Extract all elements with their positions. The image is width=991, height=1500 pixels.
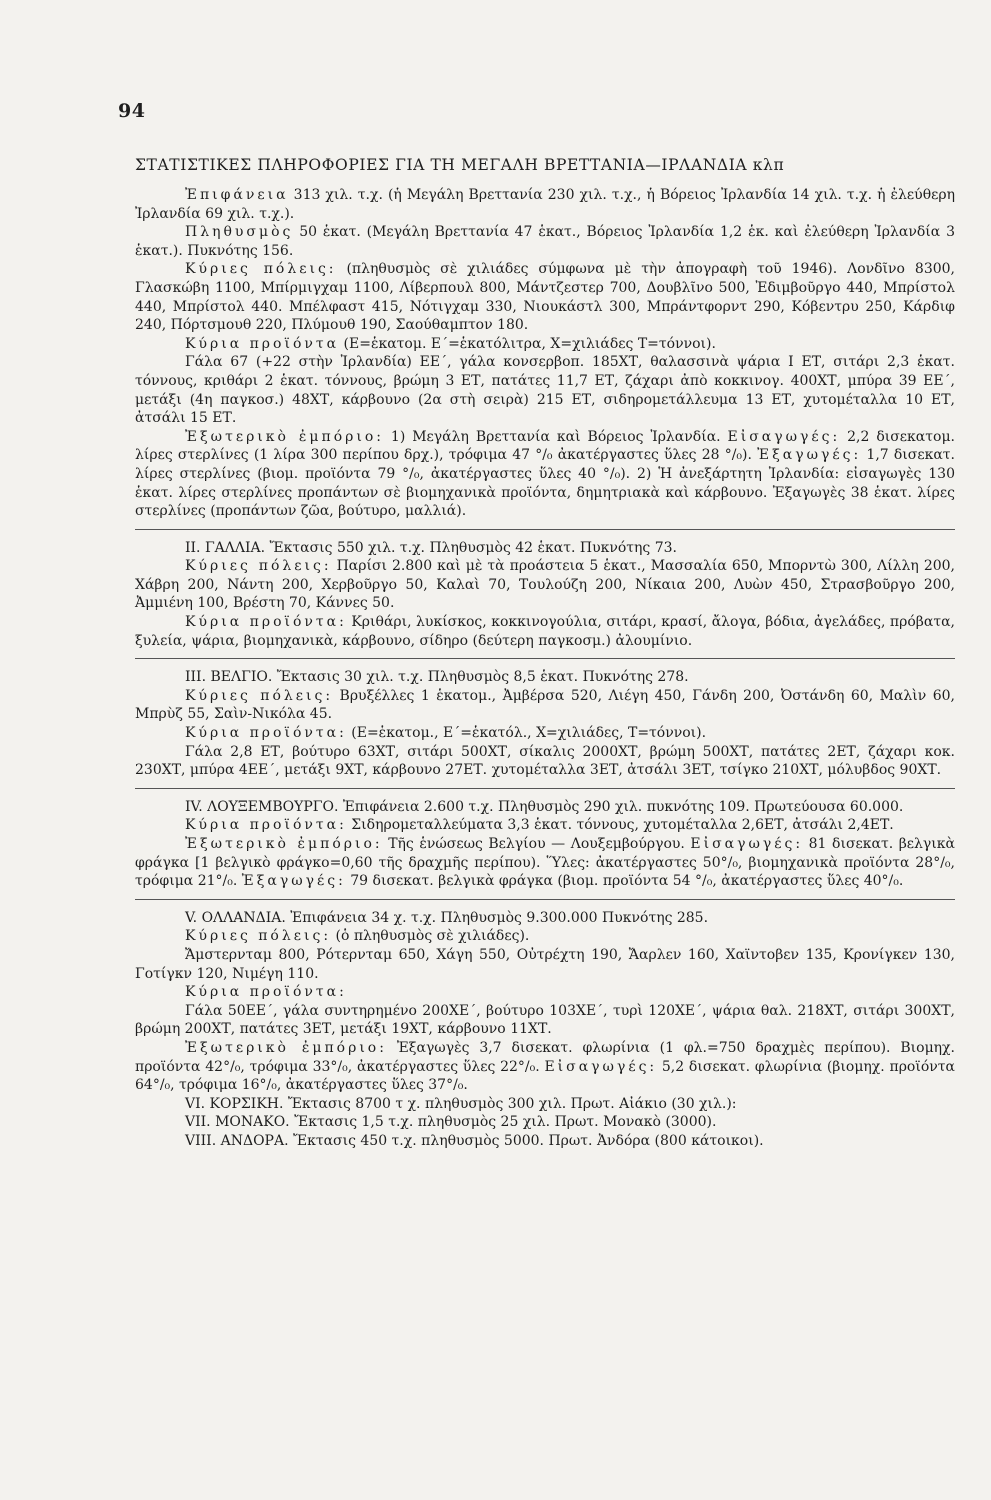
luxembourg-imports-label: Εἰσαγωγές:: [690, 836, 804, 852]
andorra-entry: VIII. ΑΝΔΟΡΑ. Ἔκτασις 450 τ.χ. πληθυσμὸς 5000. Πρωτ. Ἀνδόρα (800 κάτοικοι).: [185, 1132, 764, 1149]
uk-trade-label: Ἐξωτερικὸ ἐμπόριο:: [185, 428, 384, 445]
page-body: [135, 186, 955, 1151]
uk-products: Γάλα 67 (+22 στὴν Ἰρλανδία) ΕΕ΄, γάλα κονσερβοπ. 185ΧΤ, θαλασσινὰ ψάρια Ι ΕΤ, σιτάρι 2,3 ἑκατ. τόννους, κριθάρι 2 ἑκατ. τόννους, βρώμη 3 ΕΤ, πατάτες 11,7 ΕΤ, ζάχαρι ἀπὸ κοκκινογ. 400ΧΤ, μπύρα 39 ΕΕ΄, μετάξι (4η παγκοσ.) 48ΧΤ, κάρβουνο (2α στὴ σειρὰ) 215 ΕΤ, σιδηρομετάλλευμα 13 ΕΤ, χυτομέταλλα 10 ΕΤ, ἀτσάλι 15 ΕΤ.: [135, 354, 955, 427]
netherlands-products: Γάλα 50ΕΕ΄, γάλα συντηρημένο 200ΧΕ΄, βούτυρο 103ΧΕ΄, τυρὶ 120ΧΕ΄, ψάρια θαλ. 218ΧΤ, σιτάρι 300ΧΤ, βρώμη 200ΧΤ, πατάτες 3ΕΤ, μετάξι 19ΧΤ, κάρβουνο 11ΧΤ.: [135, 1002, 955, 1038]
uk-exports-label: Ἐξαγωγές:: [757, 447, 862, 464]
france-cities: [135, 557, 955, 613]
netherlands-imports-label: Εἰσαγωγές:: [544, 1058, 658, 1075]
luxembourg-exports-label: Ἐξαγωγές:: [241, 873, 346, 890]
belgium-cities-label: Κύριες πόλεις:: [185, 687, 334, 704]
uk-products-heading: [135, 335, 955, 354]
netherlands-heading: V. ΟΛΛΑΝΔΙΑ. Ἐπιφάνεια 34 χ. τ.χ. Πληθυσμὸς 9.300.000 Πυκνότης 285.: [185, 909, 709, 926]
uk-products-key: (Ε=ἑκατομ. Ε΄=ἑκατόλιτρα, Χ=χιλιάδες Τ=τόννοι).: [339, 335, 716, 352]
page-number: 94: [118, 100, 146, 122]
section-divider: [135, 899, 955, 900]
section-belgium: [135, 668, 955, 780]
luxembourg-products: [135, 816, 955, 835]
running-head: ΣΤΑΤΙΣΤΙΚΕΣ ΠΛΗΡΟΦΟΡΙΕΣ ΓΙΑ ΤΗ ΜΕΓΑΛΗ ΒΡΕΤΤΑΝΙΑ—ΙΡΛΑΝΔΙΑ κλπ: [135, 156, 785, 174]
luxembourg-heading: IV. ΛΟΥΞΕΜΒΟΥΡΓΟ. Ἐπιφάνεια 2.600 τ.χ. Πληθυσμὸς 290 χιλ. πυκνότης 109. Πρωτεύουσα 60.000.: [185, 798, 904, 815]
uk-imports-text: 2,2 δισεκατομ. λίρες στερλίνες (1 λίρα 300 περίπου δρχ.), τρόφιμα 47 °/₀ ἀκατέργαστες ὕλες 28 °/₀).: [135, 428, 955, 464]
section-divider: [135, 658, 955, 659]
luxembourg-trade-label: Ἐξωτερικὸ ἐμπόριο:: [185, 836, 383, 852]
uk-products-label: Κύρια προϊόντα: [185, 335, 340, 352]
uk-cities-text: (πληθυσμὸς σὲ χιλιάδες σύμφωνα μὲ τὴν ἀπογραφὴ τοῦ 1946). Λονδῖνο 8300, Γλασκώβη 1100, Μπίρμιγχαμ 1100, Λίβερπουλ 800, Μάντζεστερ 700, Δουβλῖνο 500, Ἐδιμβοῦργο 440, Μπρίστολ 440, Μπρίστολ 440. Μπέλφαστ 415, Νότιγχαμ 330, Νιουκάστλ 300, Μπράντφορντ 290, Κόβεντρυ 250, Κάρδιφ 240, Πόρτσμουθ 220, Πλύμουθ 190, Σαούθαμπτον 180.: [135, 261, 955, 334]
uk-area-text: 313 χιλ. τ.χ. (ἡ Μεγάλη Βρεττανία 230 χιλ. τ.χ., ἡ Βόρειος Ἰρλανδία 14 χιλ. τ.χ. ἡ ἐλεύθερη Ἰρλανδία 69 χιλ. τ.χ.).: [135, 187, 955, 222]
france-products-label: Κύρια προϊόντα:: [185, 614, 347, 631]
section-divider: [135, 788, 955, 789]
uk-population: [135, 223, 955, 260]
netherlands-trade: [135, 1039, 955, 1095]
uk-trade: [135, 428, 955, 521]
netherlands-products-label: Κύρια προϊόντα:: [185, 984, 347, 1001]
section-divider: [135, 529, 955, 530]
uk-area: [135, 186, 955, 223]
belgium-products-label: Κύρια προϊόντα:: [185, 725, 347, 742]
uk-imports-label: Εἰσαγωγές:: [727, 428, 841, 445]
netherlands-cities-label: Κύριες πόλεις:: [185, 928, 332, 945]
belgium-products: Γάλα 2,8 ΕΤ, βούτυρο 63ΧΤ, σιτάρι 500ΧΤ, σίκαλις 2000ΧΤ, βρώμη 500ΧΤ, πατάτες 2ΕΤ, ζάχαρι κοκ. 230ΧΤ, μπύρα 4ΕΕ΄, μετάξι 9ΧΤ, κάρβουνο 27ΕΤ. χυτομέταλλα 3ΕΤ, ἀτσάλι 3ΕΤ, τσίγκο 210ΧΤ, μόλυβδος 90ΧΤ.: [135, 743, 955, 779]
france-cities-text: Παρίσι 2.800 καὶ μὲ τὰ προάστεια 5 ἑκατ., Μασσαλία 650, Μπορντὼ 300, Λίλλη 200, Χάβρη 200, Νάντη 200, Χερβοῦργο 50, Καλαὶ 70, Τουλούζη 200, Νίκαια 200, Λυὼν 450, Στρασβοῦργο 200, Ἀμμιένη 100, Βρέστη 70, Κάννες 50.: [135, 558, 955, 612]
france-heading: ΙΙ. ΓΑΛΛΙΑ. Ἔκτασις 550 χιλ. τ.χ. Πληθυσμὸς 42 ἑκατ. Πυκνότης 73.: [185, 539, 677, 556]
netherlands-imports-text: 5,2 δισεκατ. φλωρίνια (βιομηχ. προϊόντα 64°/₀, τρόφιμα 16°/₀, ἀκατέργαστες ὕλες 37°/₀.: [135, 1058, 955, 1094]
belgium-cities: [135, 687, 955, 724]
luxembourg-exports-text: 79 δισεκατ. βελγικὰ φράγκα (βιομ. προϊόντα 54 °/₀, ἀκατέργαστες ὕλες 40°/₀.: [345, 873, 904, 890]
uk-cities: [135, 260, 955, 334]
netherlands-products-heading: [135, 983, 955, 1002]
uk-population-label: Πληθυσμὸς: [185, 224, 294, 241]
uk-cities-label: Κύριες πόλεις:: [185, 261, 337, 278]
netherlands-trade-label: Ἐξωτερικὸ ἐμπόριο:: [185, 1039, 387, 1056]
section-luxembourg: [135, 798, 955, 891]
belgium-products-key: (Ε=ἑκατομ., Ε΄=ἑκατόλ., Χ=χιλιάδες, Τ=τόννοι).: [346, 725, 707, 742]
luxembourg-trade: [135, 835, 955, 891]
luxembourg-imports-text: 81 δισεκατ. βελγικὰ φράγκα [1 βελγικὸ φράγκο=0,60 τῆς δραχμῆς περίπου). Ὕλες: ἀκατέργαστες 50°/₀, βιομηχανικὰ προϊόντα 28°/₀, τρόφιμα 21°/₀.: [135, 836, 955, 890]
section-france: [135, 539, 955, 651]
netherlands-cities: Ἄμστερνταμ 800, Ρότερνταμ 650, Χάγη 550, Οὐτρέχτη 190, Ἄαρλεν 160, Χαϊντοβεν 135, Κρονίγκεν 130, Γοτίγκν 120, Νιμέγη 110.: [135, 946, 955, 982]
belgium-products-heading: [135, 724, 955, 743]
belgium-heading: ΙΙΙ. ΒΕΛΓΙΟ. Ἔκτασις 30 χιλ. τ.χ. Πληθυσμὸς 8,5 ἑκατ. Πυκνότης 278.: [185, 669, 689, 686]
netherlands-cities-heading: [135, 927, 955, 946]
uk-exports-text: 1,7 δισεκατ. λίρες στερλίνες (βιομ. προϊόντα 79 °/₀, ἀκατέργαστες ὕλες 40 °/₀). 2) Ἡ ἀνεξάρτητη Ἰρλανδία: εἰσαγωγὲς 130 ἑκατ. λίρες στερλίνες προπάντων σὲ βιομηχανικὰ προϊόντα, δημητριακὰ καὶ κάρβουνο. Ἐξαγωγὲς 38 ἑκατ. λίρες στερλίνες (προπάντων ζῶα, βούτυρο, μαλλιά).: [135, 447, 955, 520]
luxembourg-products-label: Κύρια προϊόντα:: [185, 817, 347, 834]
corsica-entry: VI. ΚΟΡΣΙΚΗ. Ἔκτασις 8700 τ χ. πληθυσμὸς 300 χιλ. Πρωτ. Αἰάκιο (30 χιλ.):: [185, 1095, 737, 1112]
netherlands-cities-note: (ὁ πληθυσμὸς σὲ χιλιάδες).: [331, 928, 530, 945]
france-cities-label: Κύριες πόλεις:: [185, 558, 332, 575]
france-products-text: Κριθάρι, λυκίσκος, κοκκινογούλια, σιτάρι, κρασί, ἄλογα, βόδια, ἀγελάδες, πρόβατα, ξυλεία, ψάρια, βιομηχανικὰ, κάρβουνο, σίδηρο (δεύτερη παγκοσμ.) ἀλουμίνιο.: [135, 614, 955, 649]
uk-area-label: Ἐπιφάνεια: [185, 187, 289, 203]
uk-trade-text: 1) Μεγάλη Βρεττανία καὶ Βόρειος Ἰρλανδία.: [384, 428, 728, 445]
luxembourg-trade-text: Τῆς ἑνώσεως Βελγίου — Λουξεμβούργου.: [382, 836, 691, 852]
luxembourg-products-text: Σιδηρομεταλλεύματα 3,3 ἑκατ. τόννους, χυτομέταλλα 2,6ΕΤ, ἀτσάλι 2,4ΕΤ.: [346, 817, 894, 834]
section-netherlands: [135, 909, 955, 1095]
france-products: [135, 613, 955, 650]
netherlands-trade-text: Ἐξαγωγὲς 3,7 δισεκατ. φλωρίνια (1 φλ.=750 δραχμὲς περίπου). Βιομηχ. προϊόντα 42°/₀, τρόφιμα 33°/₀, ἀκατέργαστες ὕλες 22°/₀.: [135, 1039, 955, 1075]
section-small-states: [135, 1095, 955, 1151]
monaco-entry: VII. ΜΟΝΑΚΟ. Ἔκτασις 1,5 τ.χ. πληθυσμὸς 25 χιλ. Πρωτ. Μονακὸ (3000).: [185, 1114, 717, 1131]
section-great-britain: [135, 186, 955, 521]
uk-population-text: 50 ἑκατ. (Μεγάλη Βρεττανία 47 ἑκατ., Βόρειος Ἰρλανδία 1,2 ἑκ. καὶ ἐλεύθερη Ἰρλανδία 3 ἑκατ.). Πυκνότης 156.: [135, 224, 955, 259]
belgium-cities-text: Βρυξέλλες 1 ἑκατομ., Ἀμβέρσα 520, Λιέγη 450, Γάνδη 200, Ὀστάνδη 60, Μαλὶν 60, Μπρὺζ 55, Σαὶν-Νικόλα 45.: [135, 687, 955, 723]
